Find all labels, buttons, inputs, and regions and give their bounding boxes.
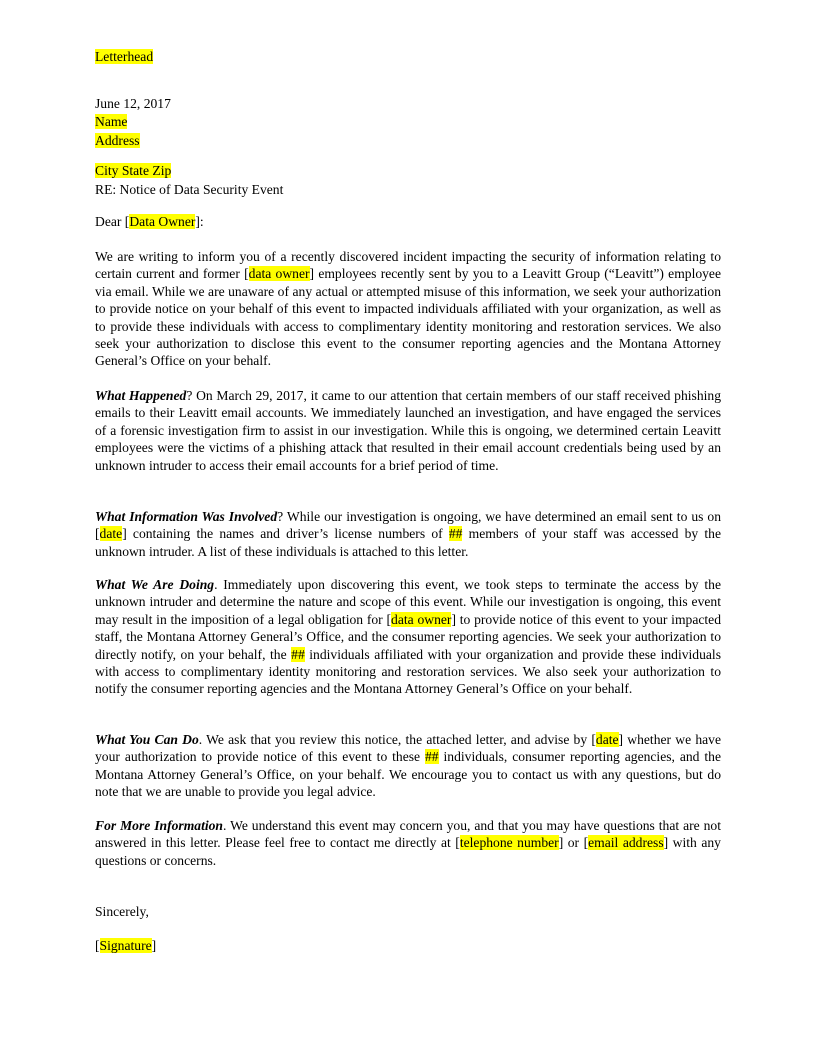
recipient-address: Address xyxy=(95,133,140,148)
recipient-name: Name xyxy=(95,114,128,129)
section-heading: For More Information xyxy=(95,818,223,833)
section-heading: What We Are Doing xyxy=(95,577,215,592)
re-line: RE: Notice of Data Security Event xyxy=(95,182,284,197)
salutation: Dear [Data Owner]: xyxy=(95,214,204,229)
paragraph-what-information: What Information Was Involved? While our investigation is ongoing, we have determined an email sent to us on [date] containing the names and driver’s license numbers of ## members of your staff was accessed by the unknown intruder. A list of these individuals is attached to this letter. xyxy=(95,509,721,559)
closing: Sincerely, xyxy=(95,904,149,919)
section-heading: What Information Was Involved xyxy=(95,509,278,524)
section-heading: What Happened xyxy=(95,388,187,403)
recipient-city-state-zip: City State Zip xyxy=(95,163,172,178)
section-heading: What You Can Do xyxy=(95,732,199,747)
paragraph-what-happened: What Happened? On March 29, 2017, it came to our attention that certain members of our staff received phishing emails to their Leavitt email accounts. We immediately launched an investigation, and have engaged the services of a forensic investigation firm to assist in our investigation. While this is ongoing, we determined certain Leavitt employees were the victims of a phishing attack that resulted in their email account credentials being used by an unknown intruder to access their email accounts for a brief period of time. xyxy=(95,388,721,473)
signature: [Signature] xyxy=(95,938,157,953)
letterhead xyxy=(95,48,721,65)
letter-date: June 12, 2017 xyxy=(95,96,171,111)
paragraph-what-you-can-do: What You Can Do. We ask that you review this notice, the attached letter, and advise by [date] whether we have your authorization to provide notice of this event to these ## individuals, consumer reporting agencies, and the Montana Attorney General’s Office, on your behalf. We encourage you to contact us with any questions, but do note that we are unable to provide you legal advice. xyxy=(95,732,721,800)
paragraph-intro: We are writing to inform you of a recently discovered incident impacting the security of information relating to certain current and former [data owner] employees recently sent by you to a Leavitt Group (“Leavitt”) employee via email. While we are unaware of any actual or attempted misuse of this information, we seek your authorization to provide notice on your behalf of this event to impacted individuals affiliated with your organization, as well as to provide these individuals with access to complimentary identity monitoring and restoration services. We also seek your authorization to disclose this event to the consumer reporting agencies and the Montana Attorney General’s Office on your behalf. xyxy=(95,249,722,369)
paragraph-more-information: For More Information. We understand this event may concern you, and that you may have questions that are not answered in this letter. Please feel free to contact me directly at [telephone number] or [email address] with any questions or concerns. xyxy=(95,818,721,868)
letterhead-placeholder: Letterhead xyxy=(95,49,154,64)
paragraph-what-we-are-doing: What We Are Doing. Immediately upon discovering this event, we took steps to terminate the access by the unknown intruder and determine the nature and scope of this event. While our investigation is ongoing, this event may result in the imposition of a legal obligation for [data owner] to provide notice of this event to your impacted staff, the Montana Attorney General’s Office, and the consumer reporting agencies. We seek your authorization to directly notify, on your behalf, the ## individuals affiliated with your organization and provide these individuals with access to complimentary identity monitoring and restoration services. We also seek your authorization to notify the consumer reporting agencies and the Montana Attorney General’s Office on your behalf. xyxy=(95,577,722,697)
